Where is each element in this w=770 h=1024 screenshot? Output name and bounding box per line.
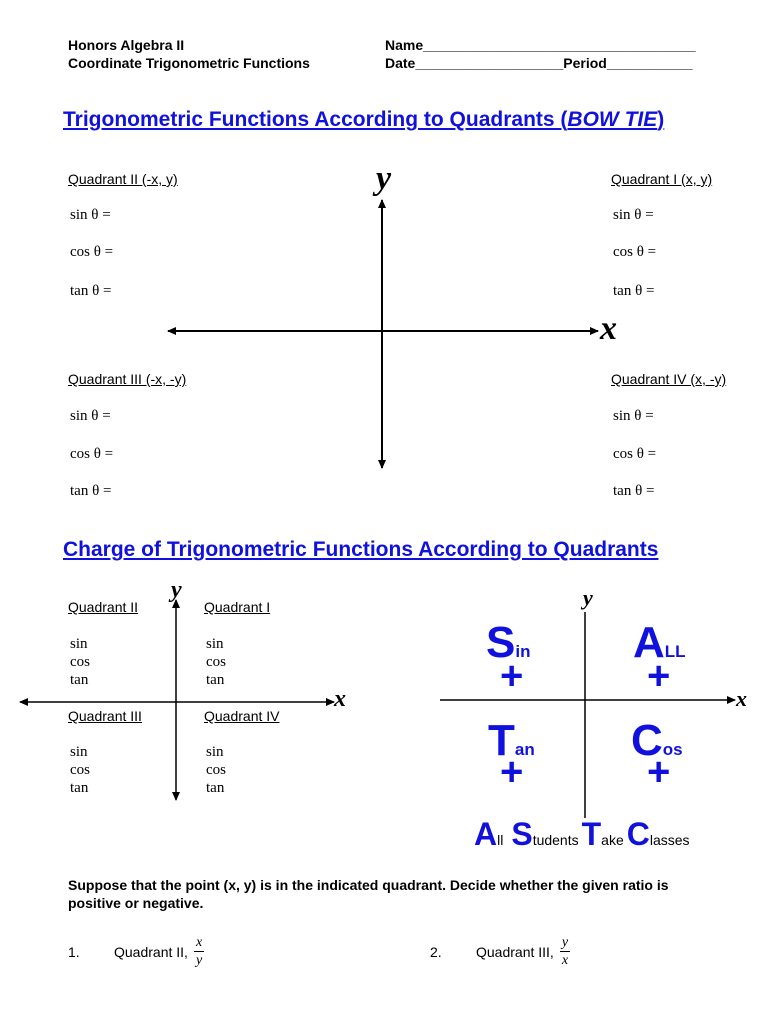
- charge-q3-cos: cos: [70, 762, 90, 778]
- charge-q3-sin: sin: [70, 744, 88, 760]
- charge-y-label: y: [171, 577, 182, 603]
- charge-q4-cos: cos: [206, 762, 226, 778]
- problem-1-label: Quadrant II,: [114, 943, 188, 960]
- problem-2-number: 2.: [430, 943, 442, 960]
- astc-y-label: y: [583, 585, 593, 610]
- charge-q2-tan: tan: [70, 672, 89, 688]
- problem-prompt-line1: Suppose that the point (x, y) is in the indicated quadrant. Decide whether the given ratio is: [68, 877, 669, 893]
- charge-q1-tan: tan: [206, 672, 225, 688]
- bowtie-y-label: y: [376, 160, 392, 197]
- charge-quadrant-iv: Quadrant IV: [204, 708, 280, 724]
- charge-q2-sin: sin: [70, 636, 88, 652]
- q1-sin-field: sin θ =: [613, 207, 654, 223]
- q3-sin-field: sin θ =: [70, 408, 111, 424]
- astc-cos-label: Cos: [631, 716, 683, 765]
- charge-q2-cos: cos: [70, 654, 90, 670]
- charge-q4-sin: sin: [206, 744, 224, 760]
- astc-x-label: x: [736, 686, 747, 711]
- quadrant-i-label: Quadrant I (x, y): [611, 171, 713, 187]
- problem-1-ratio: $\frac{x}{y}$: [195, 935, 203, 968]
- charge-q1-sin: sin: [206, 636, 224, 652]
- q2-cos-field: cos θ =: [70, 244, 114, 260]
- name-field[interactable]: Name___________________________________: [385, 37, 696, 53]
- course-title: Honors Algebra II: [68, 37, 185, 53]
- problem-prompt-line2: positive or negative.: [68, 895, 204, 911]
- charge-q3-tan: tan: [70, 780, 89, 796]
- section2-title: Charge of Trigonometric Functions According to Quadrants: [63, 538, 659, 561]
- problem-2-ratio: $\frac{y}{x}$: [561, 935, 569, 968]
- astc-cos-plus: +: [647, 750, 671, 794]
- q1-cos-field: cos θ =: [613, 244, 657, 260]
- astc-all-plus: +: [647, 654, 671, 698]
- q4-tan-field: tan θ =: [613, 483, 655, 499]
- astc-tan-label: Tan: [488, 716, 535, 765]
- q3-tan-field: tan θ =: [70, 483, 112, 499]
- astc-tan-plus: +: [500, 750, 524, 794]
- problem-1-number: 1.: [68, 943, 80, 960]
- q4-sin-field: sin θ =: [613, 408, 654, 424]
- bowtie-x-label: x: [600, 310, 617, 347]
- q2-tan-field: tan θ =: [70, 283, 112, 299]
- charge-quadrant-iii: Quadrant III: [68, 708, 142, 724]
- quadrant-iii-label: Quadrant III (-x, -y): [68, 371, 187, 387]
- charge-q4-tan: tan: [206, 780, 225, 796]
- astc-sin-plus: +: [500, 654, 524, 698]
- section1-title: Trigonometric Functions According to Quadrants (BOW TIE): [63, 108, 665, 131]
- quadrant-ii-label: Quadrant II (-x, y): [68, 171, 178, 187]
- astc-all-label: ALL: [633, 618, 686, 667]
- problem-1: [68, 934, 204, 969]
- q4-cos-field: cos θ =: [613, 446, 657, 462]
- q1-tan-field: tan θ =: [613, 283, 655, 299]
- quadrant-iv-label: Quadrant IV (x, -y): [611, 371, 727, 387]
- unit-title: Coordinate Trigonometric Functions: [68, 55, 310, 71]
- problem-2-label: Quadrant III,: [476, 943, 554, 960]
- charge-x-label: x: [334, 686, 346, 712]
- charge-quadrant-ii: Quadrant II: [68, 599, 139, 615]
- date-period-field[interactable]: Date___________________Period___________: [385, 55, 693, 71]
- problem-2: [430, 934, 570, 969]
- charge-quadrant-i: Quadrant I: [204, 599, 271, 615]
- charge-q1-cos: cos: [206, 654, 226, 670]
- astc-sin-label: Sin: [486, 618, 531, 667]
- q3-cos-field: cos θ =: [70, 446, 114, 462]
- q2-sin-field: sin θ =: [70, 207, 111, 223]
- astc-mnemonic: All StudentsTakeClasses: [474, 816, 690, 852]
